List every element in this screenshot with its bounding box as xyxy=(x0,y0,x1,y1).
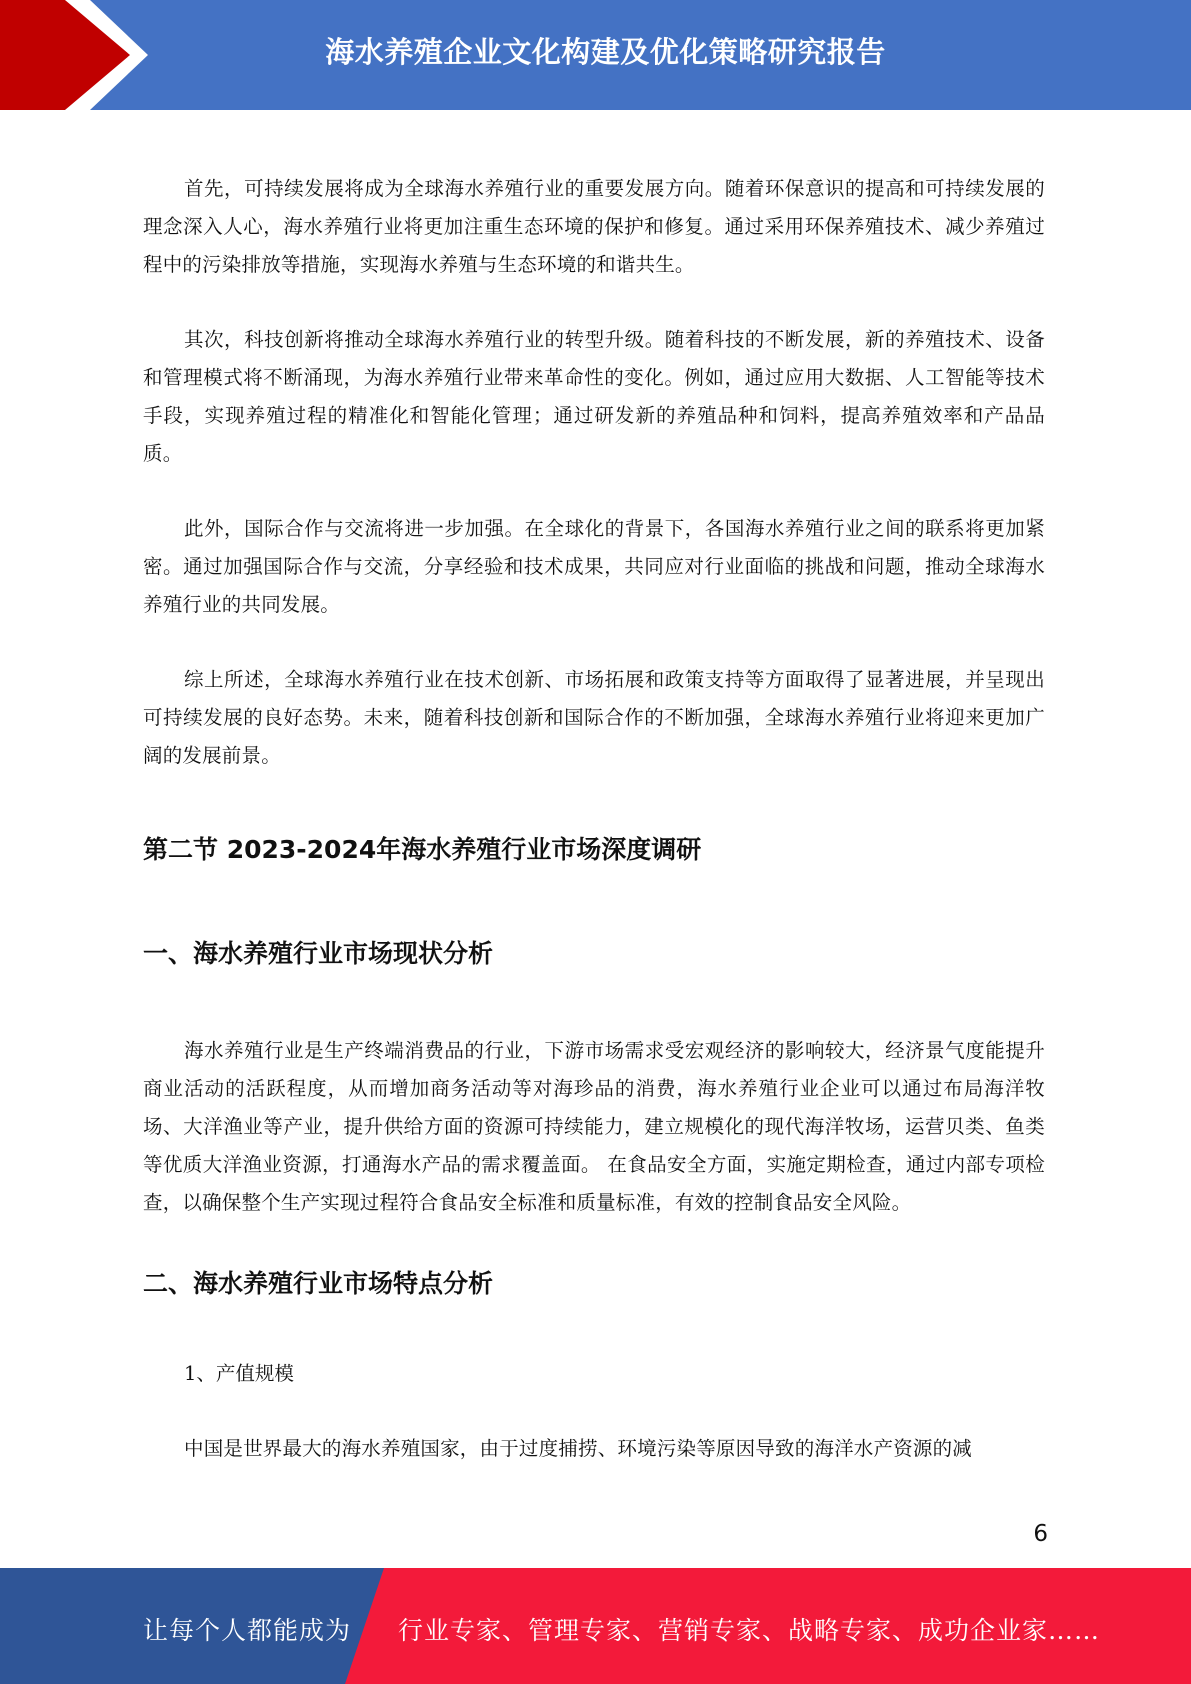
footer-slogan-left: 让每个人都能成为 xyxy=(143,1616,352,1645)
paragraph: 此外，国际合作与交流将进一步加强。在全球化的背景下，各国海水养殖行业之间的联系将更加紧密。通过加强国际合作与交流，分享经验和技术成果，共同应对行业面临的挑战和问题，推动全球海水养殖行业的共同发展。 xyxy=(143,517,1045,616)
paragraph: 中国是世界最大的海水养殖国家，由于过度捕捞、环境污染等原因导致的海洋水产资源的减 xyxy=(184,1437,973,1460)
paragraph: 综上所述，全球海水养殖行业在技术创新、市场拓展和政策支持等方面取得了显著进展，并呈现出可持续发展的良好态势。未来，随着科技创新和国际合作的不断加强，全球海水养殖行业将迎来更加广阔的发展前景。 xyxy=(143,668,1045,767)
sub-heading: 一、海水养殖行业市场现状分析 xyxy=(143,939,494,968)
report-title: 海水养殖企业文化构建及优化策略研究报告 xyxy=(325,35,886,69)
sub-heading: 二、海水养殖行业市场特点分析 xyxy=(143,1269,494,1298)
page-number: 6 xyxy=(1033,1521,1048,1547)
paragraph: 海水养殖行业是生产终端消费品的行业，下游市场需求受宏观经济的影响较大，经济景气度能提升商业活动的活跃程度，从而增加商务活动等对海珍品的消费，海水养殖行业企业可以通过布局海洋牧场、大洋渔业等产业，提升供给方面的资源可持续能力，建立规模化的现代海洋牧场，运营贝类、鱼类等优质大洋渔业资源，打通海水产品的需求覆盖面。 在食品安全方面，实施定期检查，通过内部专项检查，以确保整个生产实现过程符合食品安全标准和质量标准，有效的控制食品安全风险。 xyxy=(143,1039,1045,1214)
list-item-heading: 1、产值规模 xyxy=(184,1362,294,1385)
page-header xyxy=(0,0,1191,110)
paragraph: 其次，科技创新将推动全球海水养殖行业的转型升级。随着科技的不断发展，新的养殖技术、设备和管理模式将不断涌现，为海水养殖行业带来革命性的变化。例如，通过应用大数据、人工智能等技术手段，实现养殖过程的精准化和智能化管理；通过研发新的养殖品种和饲料，提高养殖效率和产品品质。 xyxy=(143,328,1045,465)
section-heading: 第二节 2023-2024年海水养殖行业市场深度调研 xyxy=(143,835,702,864)
footer-slogan-right: 行业专家、管理专家、营销专家、战略专家、成功企业家…… xyxy=(398,1616,1101,1645)
document-body xyxy=(143,170,1045,1468)
paragraph: 首先，可持续发展将成为全球海水养殖行业的重要发展方向。随着环保意识的提高和可持续发展的理念深入人心，海水养殖行业将更加注重生态环境的保护和修复。通过采用环保养殖技术、减少养殖过程中的污染排放等措施，实现海水养殖与生态环境的和谐共生。 xyxy=(143,177,1045,276)
page-footer xyxy=(0,1568,1191,1684)
